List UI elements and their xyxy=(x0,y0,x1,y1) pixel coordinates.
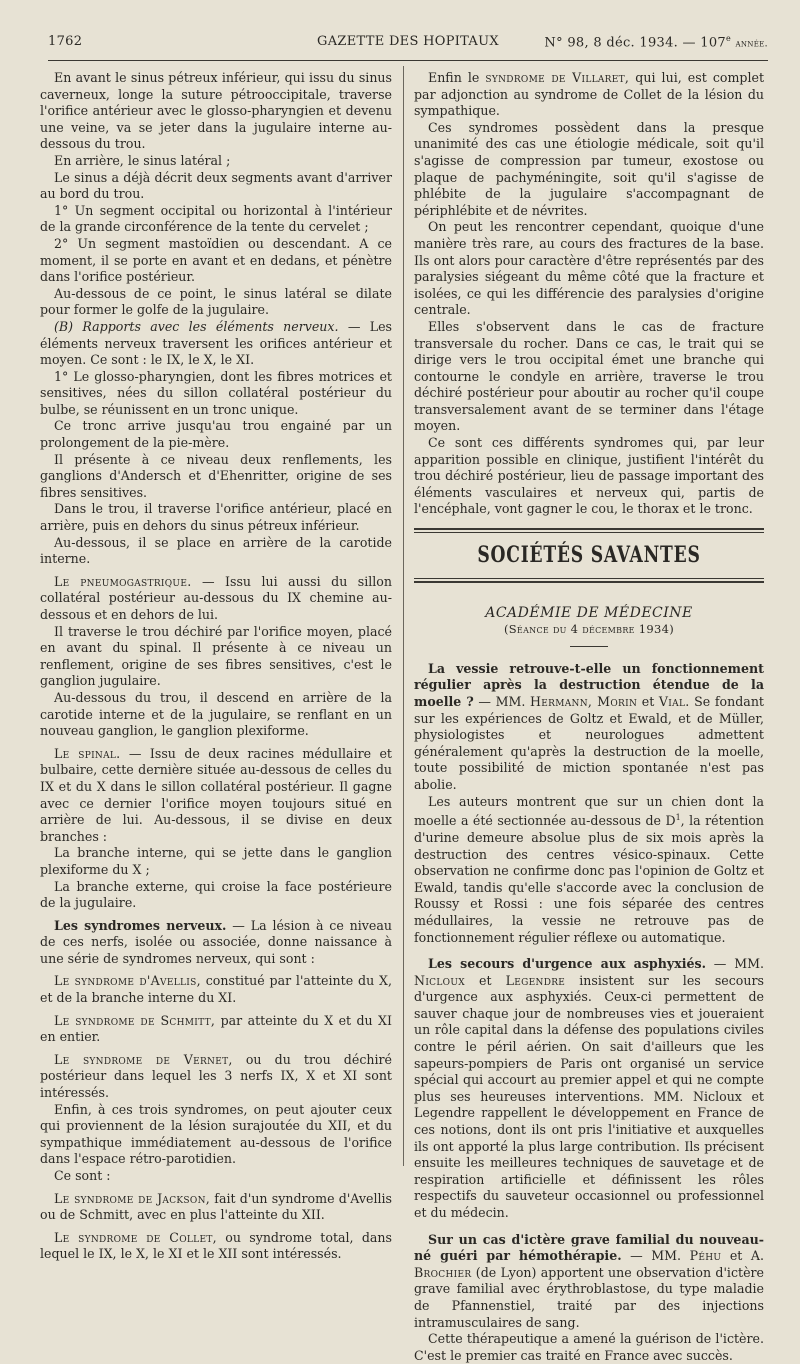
paragraph: Au-dessous du trou, il descend en arrière de la carotide interne et de la jugulaire, se renflant en un nouveau ganglion, le ganglion plexiforme. xyxy=(40,689,392,739)
paragraph: Les auteurs montrent que sur un chien dont la moelle a été sectionnée au-dessous de $D^1$, la rétention d'urine demeure absolue plus de six mois après la destruction des centres vésico-spinaux. Cette observation ne confirme donc pas l'opinion de Goltz et Ewald, tandis qu'elle s'accorde avec la conclusion de Roussy et Rossi : une fois séparée des centres médullaires, la vessie ne retrouve pas de fonctionnement régulier réflexe ou automatique. xyxy=(414,793,764,945)
left-column xyxy=(40,70,392,1263)
paragraph: Ce sont ces différents syndromes qui, par leur apparition possible en clinique, justifient l'intérêt du trou déchiré postérieur, lieu de passage important des éléments vasculaires et nerveux qui, partis de l'encéphale, vont gagner le cou, le thorax et le tronc. xyxy=(414,435,764,517)
paragraph: Le spinal. — Issu de deux racines médullaire et bulbaire, cette dernière située au-dessous de celles du IX et du X dans le sillon collatéral postérieur. Il gagne avec ce dernier l'orifice moyen toujours situé en arrière de lui. Au-dessous, il se divise en deux branches : xyxy=(40,745,392,844)
paragraph: Le sinus a déjà décrit deux segments avant d'arriver au bord du trou. xyxy=(40,169,392,202)
journal-title: GAZETTE DES HOPITAUX xyxy=(317,34,499,49)
paragraph: Les syndromes nerveux. — La lésion à ce niveau de ces nerfs, isolée ou associée, donne naissance à une série de syndromes nerveux, qui sont : xyxy=(40,917,392,966)
paragraph: Le syndrome de Vernet, ou du trou déchiré postérieur dans lequel les 3 nerfs IX, X et XI sont intéressés. xyxy=(40,1051,392,1101)
paragraph: Dans le trou, il traverse l'orifice antérieur, placé en arrière, puis en dehors du sinus pétreux inférieur. xyxy=(40,501,392,534)
section-rule xyxy=(414,581,764,583)
paragraph: Le pneumogastrique. — Issu lui aussi du sillon collatéral postérieur au-dessous du IX chemine au-dessous et en dehors de lui. xyxy=(40,573,392,622)
column-divider xyxy=(403,66,404,1166)
paragraph: Elles s'observent dans le cas de fracture transversale du rocher. Dans ce cas, le trait qui se dirige vers le trou occipital émet une branche qui contourne le condyle en arrière, traverse le trou déchiré postérieur pour aboutir au rocher qu'il coupe transversalement avant de se terminer dans l'étage moyen. xyxy=(414,318,764,434)
paragraph: Au-dessous, il se place en arrière de la carotide interne. xyxy=(40,534,392,567)
page-number: 1762 xyxy=(48,34,83,49)
short-rule xyxy=(570,646,608,647)
section-rule xyxy=(414,532,764,533)
paragraph: Il traverse le trou déchiré par l'orifice moyen, placé en avant du spinal. Il présente à ce niveau un renflement, origine de ses fibres sensitives, c'est le ganglion jugulaire. xyxy=(40,623,392,689)
communication: La vessie retrouve-t-elle un fonctionnement régulier après la destruction étendue de la moelle ? — MM. Hermann, Morin et Vial. Se fondant sur les expériences de Goltz et Ewald, et de Müller, physiologistes et neurologues admettent généralement qu'après la destruction de la moelle, toute possibilité de miction spontanée n'est pas abolie. xyxy=(414,660,764,792)
section-rule xyxy=(414,528,764,530)
paragraph: 2° Un segment mastoïdien ou descendant. A ce moment, il se porte en avant et en dedans, et pénètre dans l'orifice postérieur. xyxy=(40,235,392,285)
paragraph: En avant le sinus pétreux inférieur, qui issu du sinus caverneux, longe la suture pétrooccipitale, traverse l'orifice antérieur avec le glosso-pharyngien et devenu une veine, va se jeter dans la jugulaire interne au-dessous du trou. xyxy=(40,70,392,152)
paragraph: Le syndrome de Collet, ou syndrome total, dans lequel le IX, le X, le XI et le XII sont intéressés. xyxy=(40,1229,393,1262)
academy-heading: ACADÉMIE DE MÉDECINE xyxy=(485,604,693,621)
paragraph: Enfin le syndrome de Villaret, qui lui, est complet par adjonction au syndrome de Collet de la lésion du sympathique. xyxy=(414,70,765,119)
page-header xyxy=(48,34,768,56)
section-rule xyxy=(414,578,764,579)
paragraph: 1° Le glosso-pharyngien, dont les fibres motrices et sensitives, nées du sillon collatéral postérieur du bulbe, se réunissent en un tronc unique. xyxy=(40,368,392,417)
section-title: SOCIÉTÉS SAVANTES xyxy=(477,542,701,569)
right-column xyxy=(414,70,764,1364)
paragraph: Le syndrome d'Avellis, constitué par l'atteinte du X, et de la branche interne du XI. xyxy=(40,973,392,1006)
paragraph: Le syndrome de Schmitt, par atteinte du X et du XI en entier. xyxy=(40,1012,392,1045)
paragraph: Ce sont : xyxy=(54,1168,111,1183)
communication: Sur un cas d'ictère grave familial du nouveau-né guéri par hémothérapie. — MM. Péhu et A. Brochier (de Lyon) apportent une observation d'ictère grave familial avec érythroblastose, du type maladie de Pfannenstiel, traité par des injections intramusculaires de sang. xyxy=(414,1231,764,1330)
paragraph: La branche externe, qui croise la face postérieure de la jugulaire. xyxy=(40,878,392,911)
paragraph: Enfin, à ces trois syndromes, on peut ajouter ceux qui proviennent de la lésion surajoutée du XII, et du sympathique immédiatement au-dessous de l'orifice dans l'espace rétro-parotidien. xyxy=(40,1101,392,1167)
paragraph: (B) Rapports avec les éléments nerveux. — Les éléments nerveux traversent les orifices antérieur et moyen. Ce sont : le IX, le X, le XI. xyxy=(40,318,392,368)
paragraph: Il présente à ce niveau deux renflements, les ganglions d'Andersch et d'Ehenritter, origine de ses fibres sensitives. xyxy=(40,451,392,500)
paragraph: Ce tronc arrive jusqu'au trou engainé par un prolongement de la pie-mère. xyxy=(40,418,392,451)
paragraph: La branche interne, qui se jette dans le ganglion plexiforme du X ; xyxy=(40,845,392,877)
paragraph: Le syndrome de Jackson, fait d'un syndrome d'Avellis ou de Schmitt, avec en plus l'atteinte du XII. xyxy=(40,1190,392,1223)
paragraph: Cette thérapeutique a amené la guérison de l'ictère. C'est le premier cas traité en France avec succès. xyxy=(414,1331,764,1363)
paragraph: En arrière, le sinus latéral ; xyxy=(54,152,231,168)
paragraph: Ces syndromes possèdent dans la presque unanimité des cas une étiologie médicale, soit qu'il s'agisse de compression par tumeur, exostose ou plaque de pachyméningite, soit qu'il s'agisse de phlébite de la jugulaire s'accompagnant de périphlébite et de névrites. xyxy=(414,119,764,218)
paragraph: Au-dessous de ce point, le sinus latéral se dilate pour former le golfe de la jugulaire. xyxy=(40,285,392,318)
header-rule xyxy=(48,60,768,61)
paragraph: On peut les rencontrer cependant, quoique d'une manière très rare, au cours des fractures de la base. Ils ont alors pour caractère d'être représentés par des paralysies siégeant du même côté que la fracture et isolées, ce qui les différencie des paralysies d'origine centrale. xyxy=(414,219,764,318)
communication: Les secours d'urgence aux asphyxiés. — MM. Nicloux et Legendre insistent sur les secours d'urgence aux asphyxiés. Ceux-ci permettent de sauver chaque jour de nombreuses vies et joueraient un rôle capital dans la défense des populations civiles contre le péril aérien. On sait d'ailleurs que les sapeurs-pompiers de Paris ont organisé un service spécial qui accourt au premier appel et qui ne compte plus ses heureuses interventions. MM. Nicloux et Legendre rappellent le développement en France de ces notions, dont ils ont pris l'initiative et auxquelles ils ont apporté la plus large contribution. Ils précisent ensuite les meilleures techniques de sauvetage et de respiration artificielle et définissent les rôles respectifs du sauveteur occasionnel ou professionnel et du médecin. xyxy=(414,956,764,1220)
issue-info: N° 98, 8 déc. 1934. — 107e année. xyxy=(544,34,768,51)
paragraph: 1° Un segment occipital ou horizontal à l'intérieur de la grande circonférence de la tente du cervelet ; xyxy=(40,202,392,235)
seance-date: (Séance du 4 décembre 1934) xyxy=(503,622,675,637)
